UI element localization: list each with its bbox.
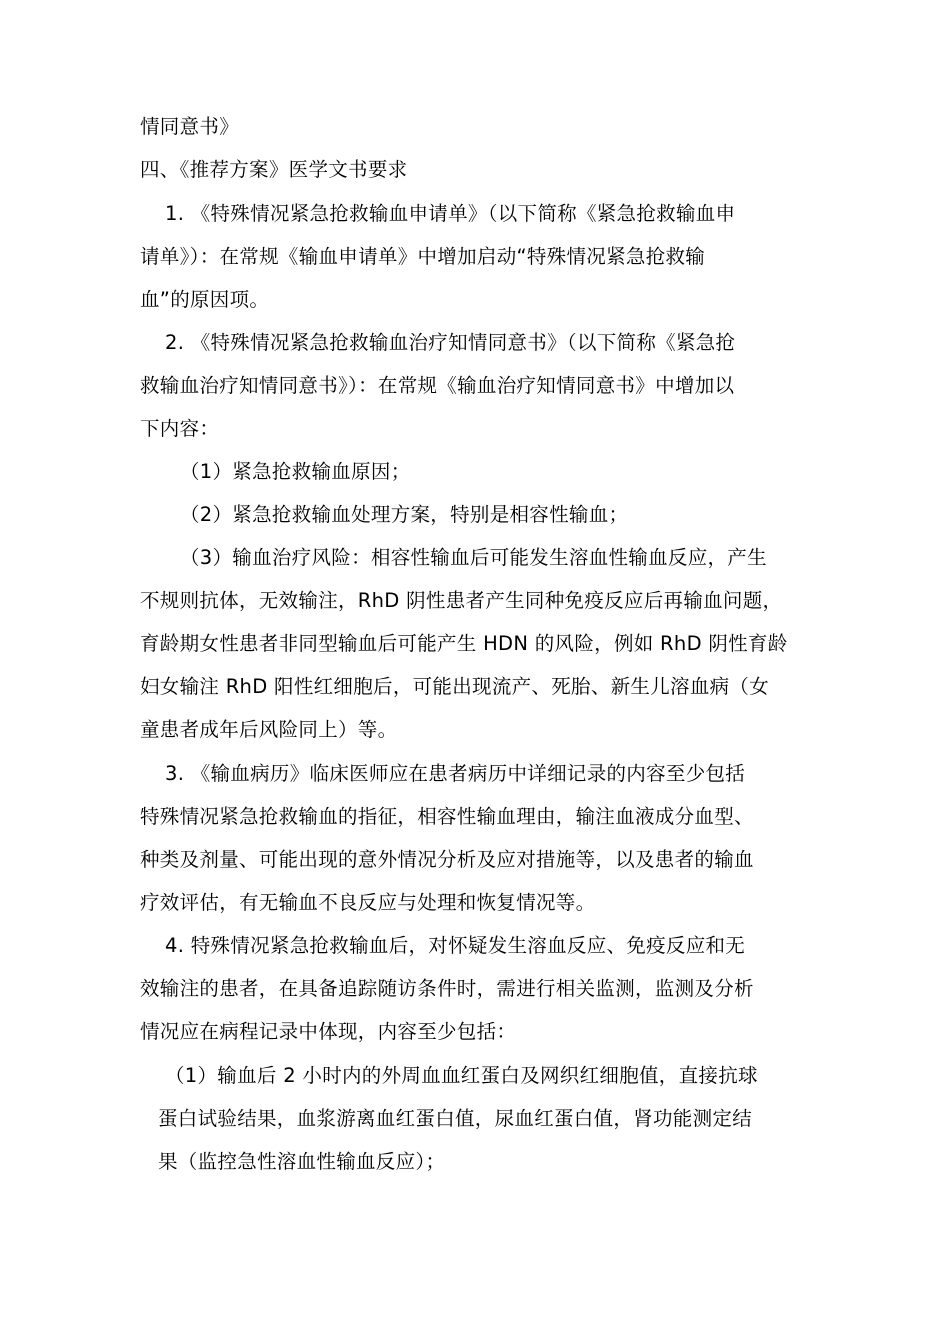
list-item: （3）输血治疗风险：相容性输血后可能发生溶血性输血反应，产生 (180, 546, 767, 569)
section-heading: 四、《推荐方案》医学文书要求 (140, 158, 408, 181)
text-line: 4. 特殊情况紧急抢救输血后，对怀疑发生溶血反应、免疫反应和无 (165, 934, 746, 957)
text-line: 种类及剂量、可能出现的意外情况分析及应对措施等，以及患者的输血 (140, 848, 754, 871)
list-item: （2）紧急抢救输血处理方案，特别是相容性输血； (180, 503, 629, 526)
text-line: 果（监控急性溶血性输血反应）； (158, 1150, 446, 1173)
text-line: 下内容： (140, 417, 220, 440)
text-line: 2. 《特殊情况紧急抢救输血治疗知情同意书》（以下简称《紧急抢 (165, 331, 736, 354)
text-line: 蛋白试验结果，血浆游离血红蛋白值，尿血红蛋白值，肾功能测定结 (158, 1107, 753, 1130)
text-line: 童患者成年后风险同上）等。 (140, 718, 398, 741)
text-line: 特殊情况紧急抢救输血的指征，相容性输血理由，输注血液成分血型、 (140, 805, 754, 828)
list-item: （1）输血后 2 小时内的外周血血红蛋白及网织红细胞值，直接抗球 (165, 1064, 758, 1087)
text-line: 3. 《输血病历》临床医师应在患者病历中详细记录的内容至少包括 (165, 762, 746, 785)
list-item: （1）紧急抢救输血原因； (180, 460, 411, 483)
text-line: 请单》）：在常规《输血申请单》中增加启动“特殊情况紧急抢救输 (140, 245, 706, 268)
text-line: 妇女输注 RhD 阳性红细胞后，可能出现流产、死胎、新生儿溶血病（女 (140, 675, 770, 698)
text-line: 不规则抗体，无效输注，RhD 阴性患者产生同种免疫反应后再输血问题， (140, 589, 783, 612)
text-line: 效输注的患者，在具备追踪随访条件时，需进行相关监测，监测及分析 (140, 977, 754, 1000)
text-line: 育龄期女性患者非同型输血后可能产生 HDN 的风险，例如 RhD 阴性育龄 (140, 632, 788, 655)
text-line: 情况应在病程记录中体现，内容至少包括： (140, 1020, 517, 1043)
text-line: 1. 《特殊情况紧急抢救输血申请单》（以下简称《紧急抢救输血申 (165, 202, 736, 225)
text-line: 情同意书》 (140, 115, 240, 138)
text-line: 救输血治疗知情同意书》）：在常规《输血治疗知情同意书》中增加以 (140, 374, 735, 397)
text-line: 疗效评估，有无输血不良反应与处理和恢复情况等。 (140, 891, 596, 914)
text-line: 血”的原因项。 (140, 288, 270, 311)
